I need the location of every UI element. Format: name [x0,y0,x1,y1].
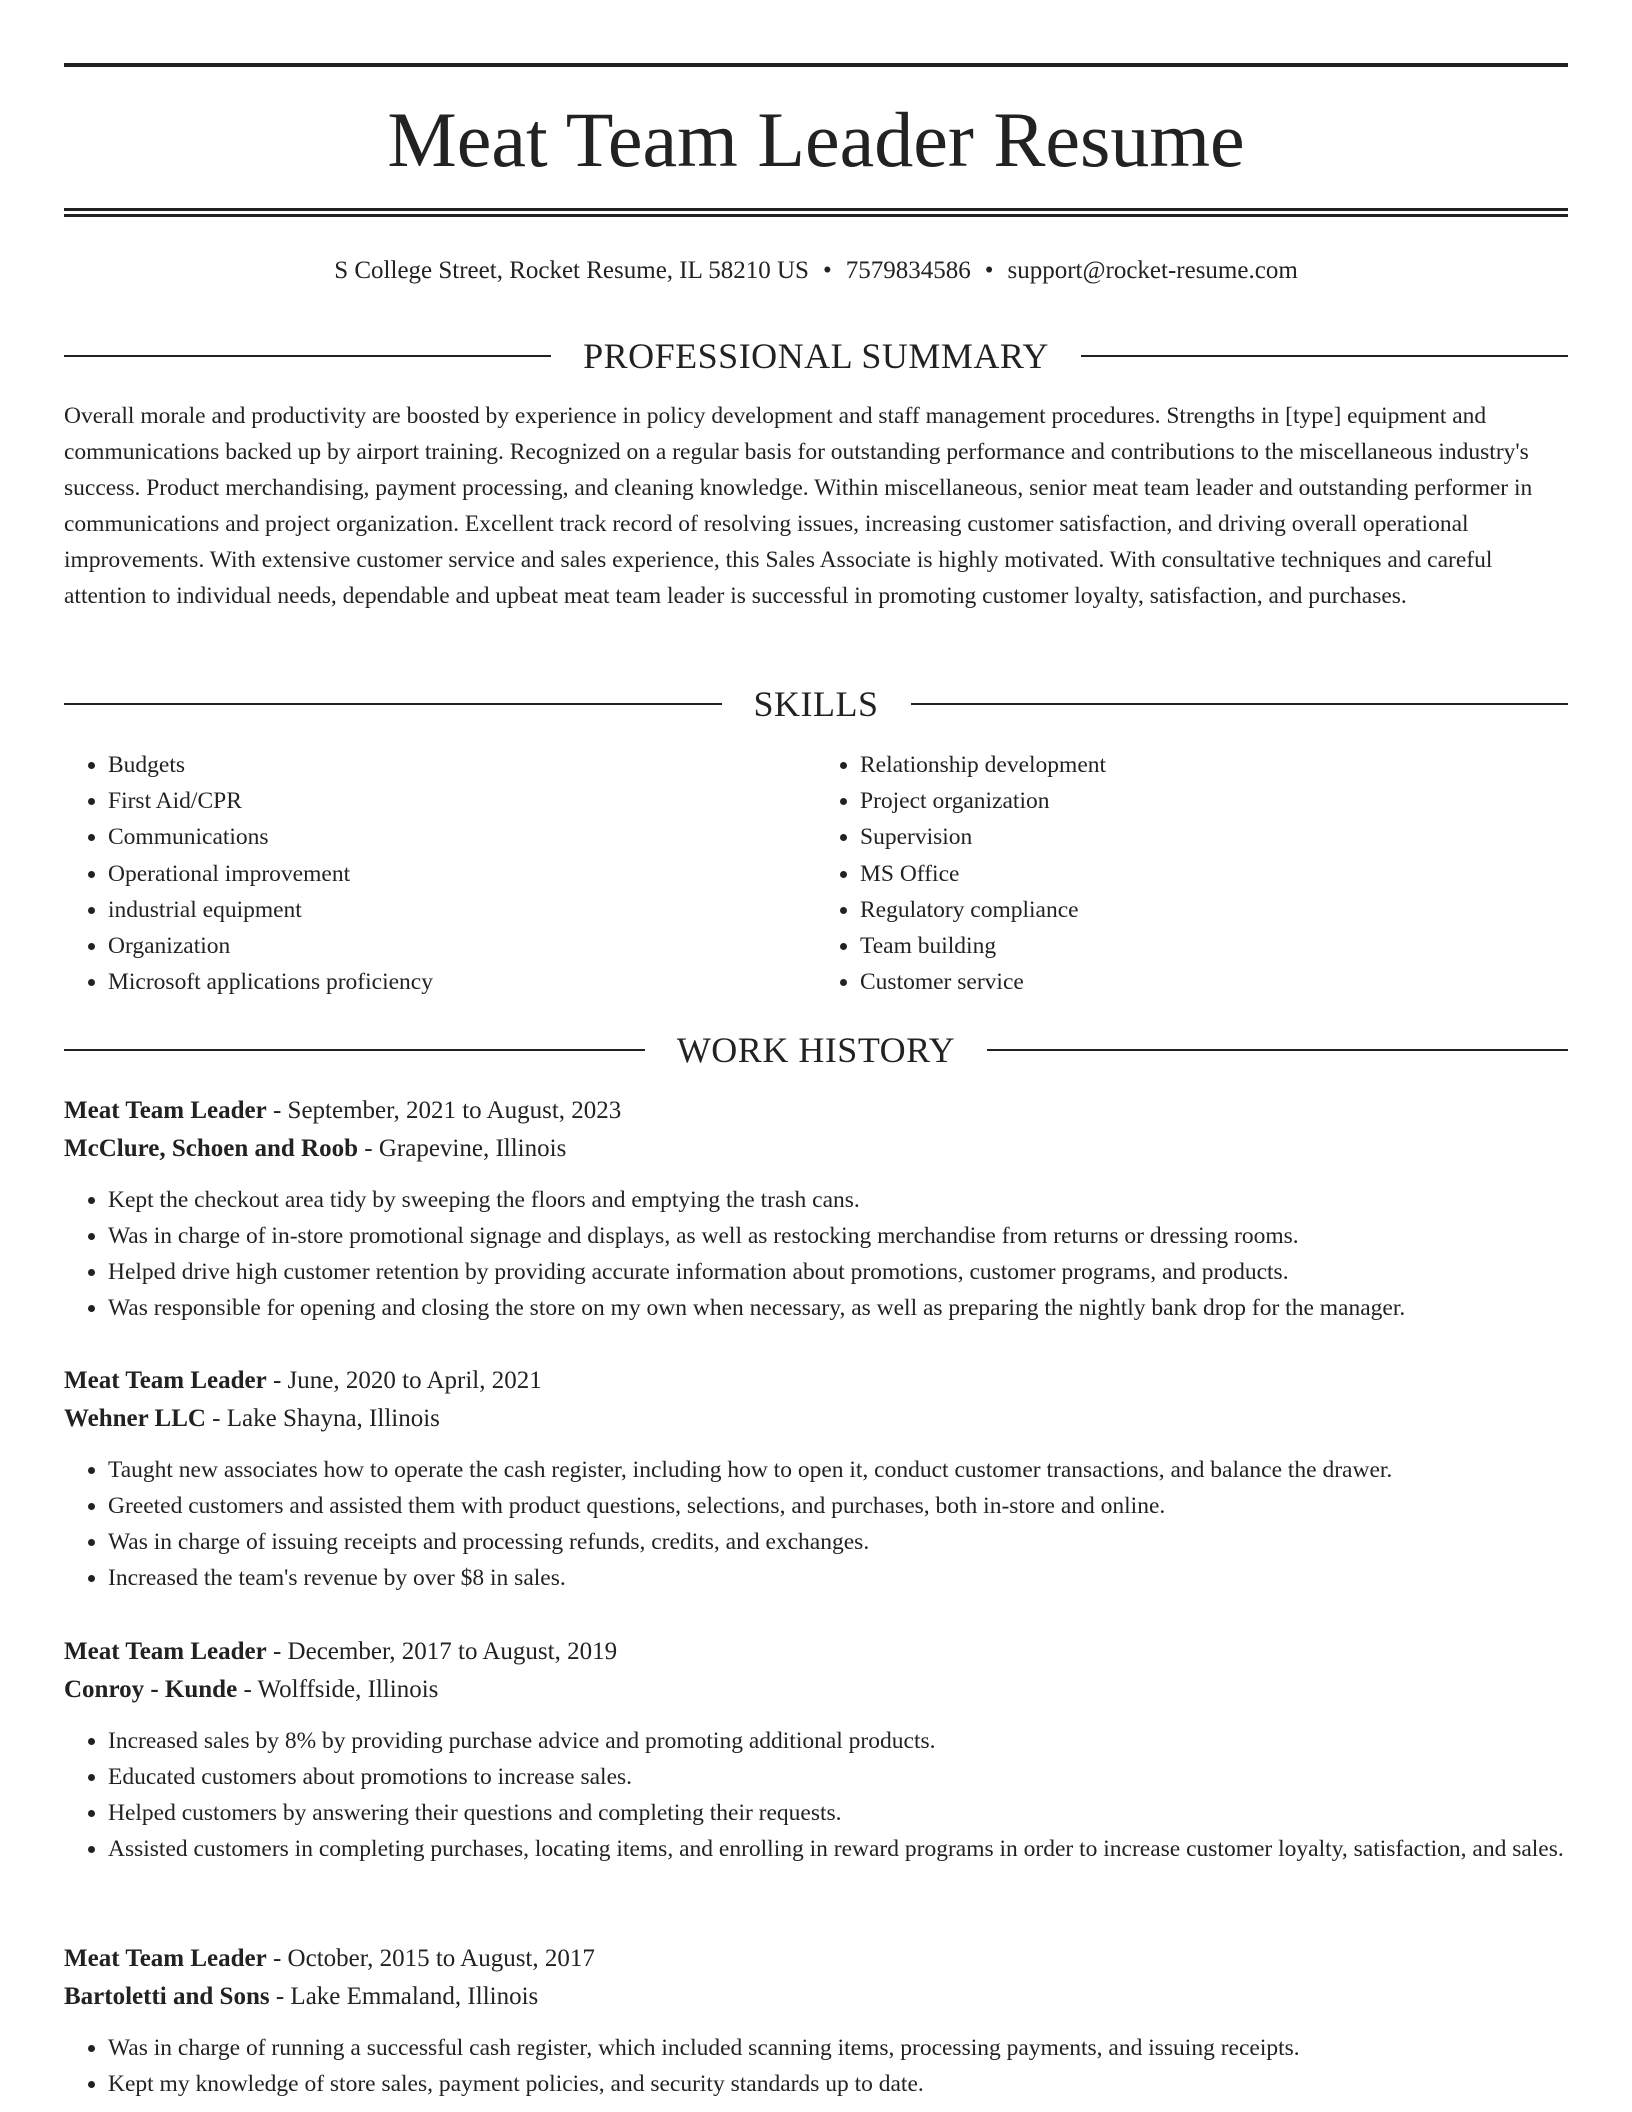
job-bullet: • Was in charge of issuing receipts and processing refunds, credits, and exchanges. [108,1524,1568,1560]
skills-column-left [64,747,816,1000]
contact-line [64,254,1568,288]
section-rule [64,1049,645,1051]
job-title-line [64,1633,1568,1671]
job-bullets [64,1723,1568,1867]
job-company: Bartoletti and Sons [64,1983,270,2010]
skills-column-right [816,747,1568,1000]
job-bullet: • Was in charge of in-store promotional signage and displays, as well as restocking merchandise from returns or dressing rooms. [108,1218,1568,1254]
job-title-line [64,1362,1568,1400]
skills-list [64,747,1568,1000]
job-bullet: • Assisted customers in completing purchases, locating items, and enrolling in reward programs in order to increase customer loyalty, satisfaction, and sales. [108,1831,1568,1867]
job-bullet: • Was responsible for opening and closing the store on my own when necessary, as well as preparing the nightly bank drop for the manager. [108,1290,1568,1326]
job-company-line [64,1671,1568,1709]
skill-item: • Organization [108,928,816,964]
job-bullet: • Increased the team's revenue by over $8 in sales. [108,1560,1568,1596]
skill-item: • Microsoft applications proficiency [108,964,816,1000]
job-entry [64,1092,1568,1326]
job-bullets [64,1182,1568,1326]
contact-separator: • [822,257,832,284]
job-company-line [64,1130,1568,1168]
job-bullet: • Helped customers by answering their questions and completing their requests. [108,1795,1568,1831]
professional-summary-text: Overall morale and productivity are boosted by experience in policy development and staff management procedures. Strengths in [type] equipment and communications backed up by airport training. Recognized on a regular basis for outstanding performance and contributions to the miscellaneous industry's success. Product merchandising, payment processing, and cleaning knowledge. Within miscellaneous, senior meat team leader and outstanding performer in communications and project organization. Excellent track record of resolving issues, increasing customer satisfaction, and driving overall operational improvements. With extensive customer service and sales experience, this Sales Associate is highly motivated. With consultative techniques and careful attention to individual needs, dependable and upbeat meat team leader is successful in promoting customer loyalty, satisfaction, and purchases. [64,403,1533,609]
top-rule [64,63,1568,67]
section-header-summary [64,336,1568,376]
contact-email: support@rocket-resume.com [1007,257,1298,284]
job-bullet: • Greeted customers and assisted them with product questions, selections, and purchases, both in-store and online. [108,1488,1568,1524]
job-bullet: • Taught new associates how to operate the cash register, including how to open it, conduct customer transactions, and balance the drawer. [108,1452,1568,1488]
job-bullet: • Kept the checkout area tidy by sweeping the floors and emptying the trash cans. [108,1182,1568,1218]
skill-item: • Customer service [860,964,1568,1000]
job-title-line [64,1940,1568,1978]
skill-item: • industrial equipment [108,892,816,928]
job-location: - Lake Emmaland, Illinois [269,1983,539,2010]
job-bullet: • Kept my knowledge of store sales, payment policies, and security standards up to date. [108,2066,1568,2102]
job-entry [64,1362,1568,1596]
skill-item: • Operational improvement [108,856,816,892]
job-bullets [64,2030,1568,2102]
skill-item: • MS Office [860,856,1568,892]
section-rule [987,1049,1568,1051]
job-title: Meat Team Leader [64,1638,267,1665]
contact-separator: • [984,257,994,284]
job-bullet: • Was in charge of running a successful cash register, which included scanning items, processing payments, and issuing receipts. [108,2030,1568,2066]
job-bullet: • Increased sales by 8% by providing purchase advice and promoting additional products. [108,1723,1568,1759]
section-header-skills [64,684,1568,724]
job-location: - Grapevine, Illinois [358,1135,567,1162]
job-dates: - December, 2017 to August, 2019 [266,1638,618,1665]
section-rule [64,703,722,705]
title-double-rule [64,208,1568,217]
contact-phone: 7579834586 [845,257,971,284]
job-bullet: • Helped drive high customer retention by providing accurate information about promotions, customer programs, and products. [108,1254,1568,1290]
resume-title: Meat Team Leader Resume [387,96,1245,183]
job-company-line [64,1400,1568,1438]
job-dates: - October, 2015 to August, 2017 [266,1945,595,1972]
section-title-work-history: WORK HISTORY [676,1030,956,1070]
skill-item: • Team building [860,928,1568,964]
skill-item: • Budgets [108,747,816,783]
job-title: Meat Team Leader [64,1945,267,1972]
job-company: McClure, Schoen and Roob [64,1135,359,1162]
job-company: Conroy - Kunde [64,1676,238,1703]
job-bullet: • Educated customers about promotions to increase sales. [108,1759,1568,1795]
job-bullets [64,1452,1568,1596]
skill-item: • Regulatory compliance [860,892,1568,928]
skill-item: • Project organization [860,783,1568,819]
section-rule [64,355,551,357]
job-entry [64,1633,1568,1867]
job-location: - Lake Shayna, Illinois [205,1405,440,1432]
section-header-work-history [64,1030,1568,1070]
job-dates: - September, 2021 to August, 2023 [266,1097,622,1124]
contact-address: S College Street, Rocket Resume, IL 58210 US [334,257,809,284]
section-rule [911,703,1569,705]
job-title: Meat Team Leader [64,1367,267,1394]
job-title-line [64,1092,1568,1130]
section-rule [1081,355,1568,357]
section-title-summary: PROFESSIONAL SUMMARY [583,336,1049,376]
job-company-line [64,1978,1568,2016]
job-dates: - June, 2020 to April, 2021 [266,1367,542,1394]
skill-item: • First Aid/CPR [108,783,816,819]
skill-item: • Supervision [860,819,1568,855]
job-title: Meat Team Leader [64,1097,267,1124]
job-company: Wehner LLC [64,1405,206,1432]
job-entry [64,1940,1568,2102]
job-location: - Wolffside, Illinois [237,1676,439,1703]
section-title-skills: SKILLS [753,684,879,724]
skill-item: • Relationship development [860,747,1568,783]
skill-item: • Communications [108,819,816,855]
